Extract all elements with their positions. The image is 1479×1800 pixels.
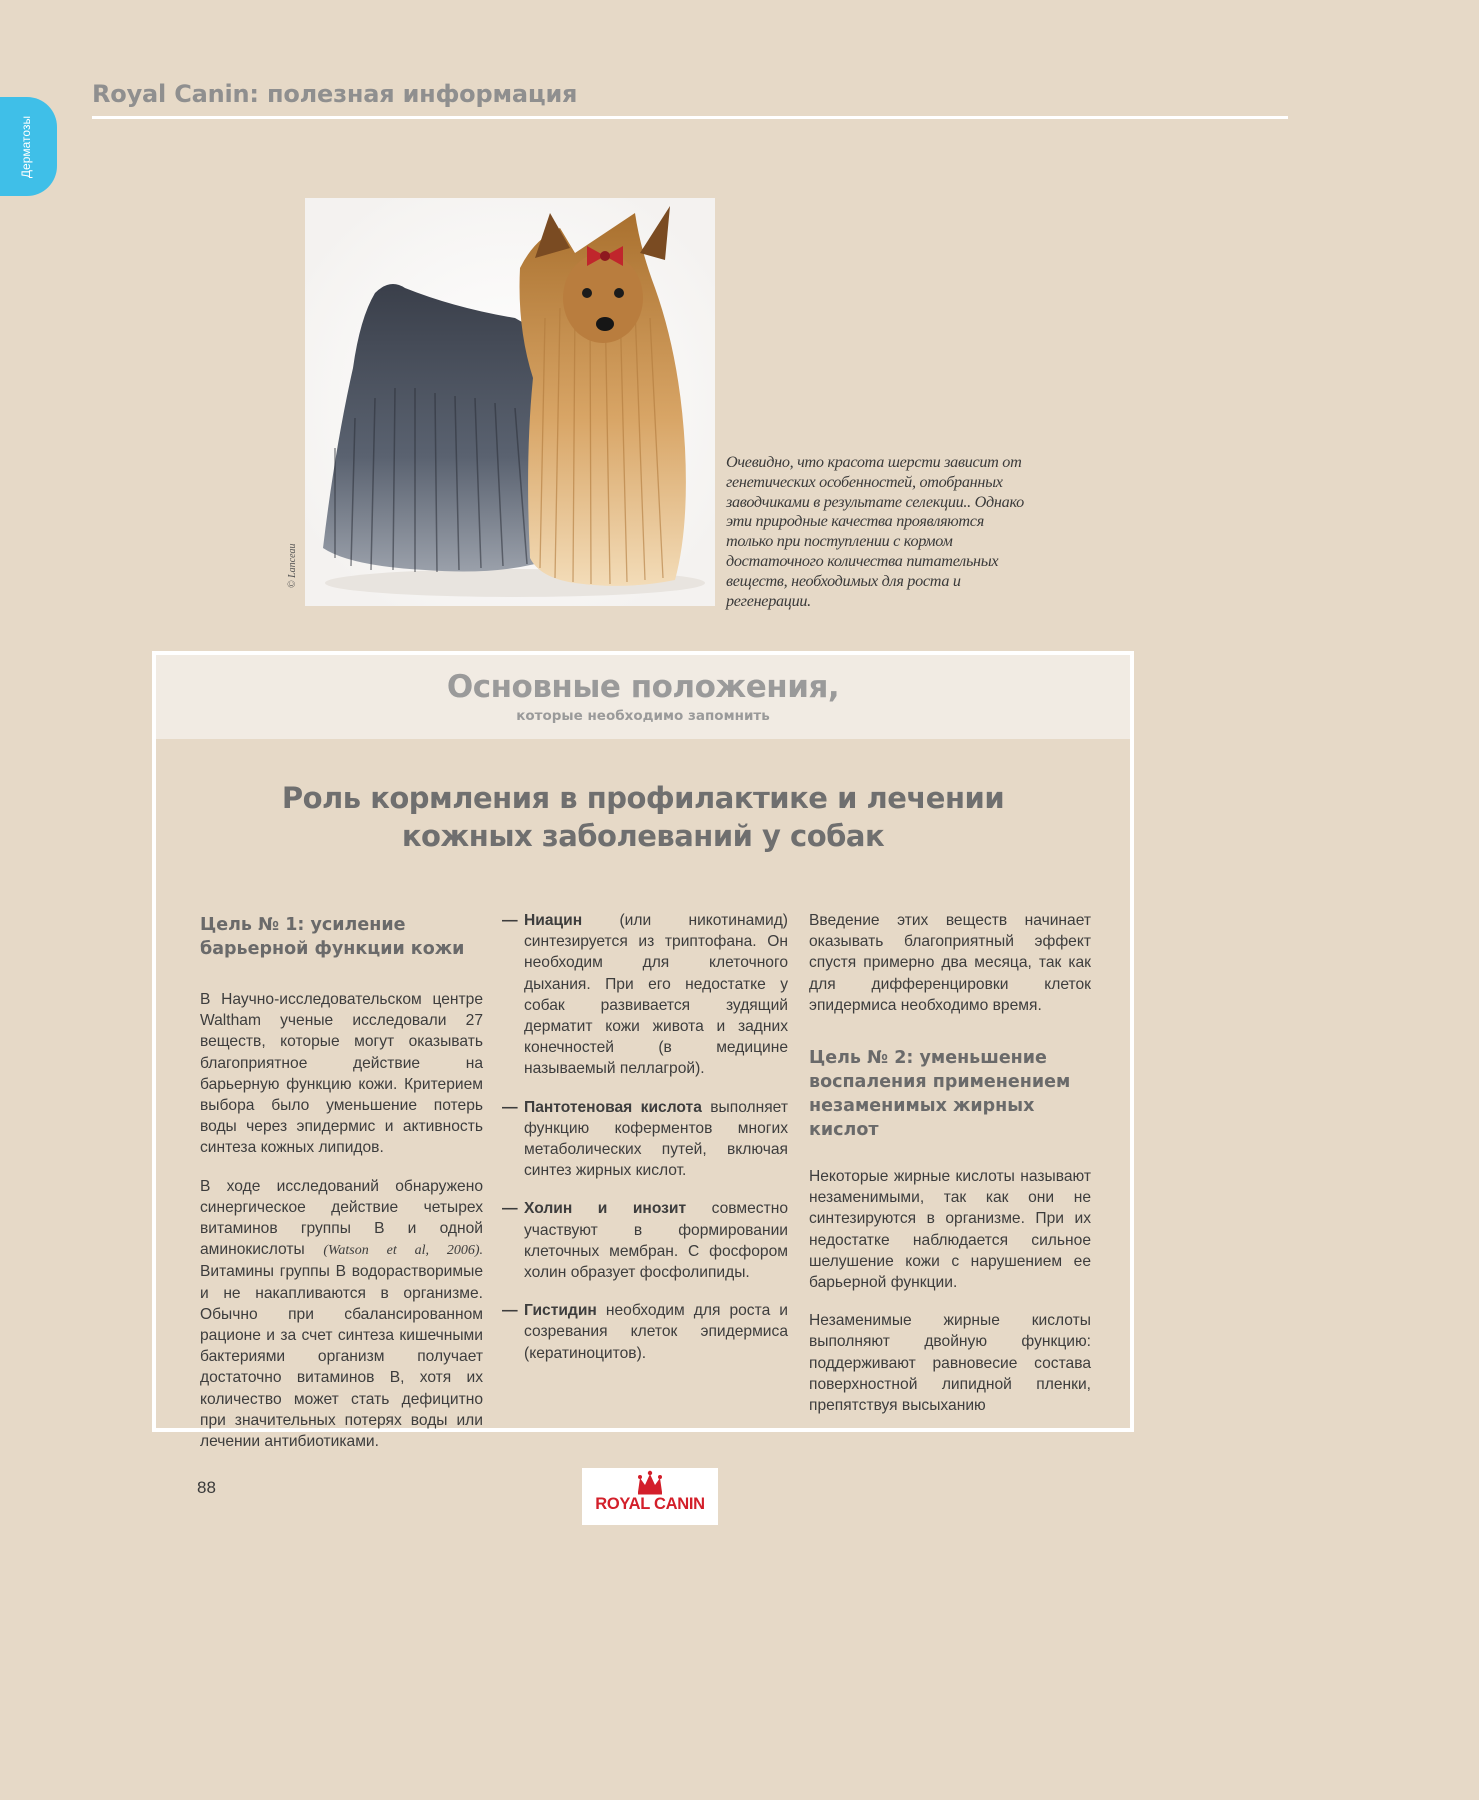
list-item-term: Гистидин <box>524 1302 597 1320</box>
list-item-text: необходим для роста и созревания клеток эпидермиса (кератиноцитов). <box>524 1302 788 1362</box>
crown-icon <box>582 1468 718 1498</box>
dash-marker: — <box>502 1098 518 1116</box>
list-item <box>502 1300 788 1364</box>
page-header-title: Royal Canin: полезная информация <box>92 80 578 108</box>
section-heading-line: кожных заболеваний у собак <box>401 819 885 853</box>
key-points-title: Основные положения, <box>446 669 840 705</box>
yorkshire-terrier-photo <box>305 198 715 606</box>
key-points-header <box>156 655 1130 739</box>
section-heading-line: Роль кормления в профилактике и лечении <box>281 781 1005 815</box>
dash-marker: — <box>502 912 518 929</box>
key-points-box <box>152 651 1134 1451</box>
list-item-text: выполняет функцию коферментов многих метаболических путей, включая синтез жирных кислот. <box>524 1098 788 1180</box>
dash-marker: — <box>502 1200 518 1218</box>
list-item <box>502 1198 788 1283</box>
paragraph: В Научно-исследовательском центре Waltham ученые исследовали 27 веществ, которые могут оказывать благоприятное действие на барьерную функцию кожи. Критерием выбора было уменьшение потерь воды через эпидермис и активность синтеза кожных липидов. <box>200 991 483 1157</box>
goal-heading-line: Цель № 1: усиление <box>200 915 406 935</box>
goal-heading-line: Цель № 2: уменьшение <box>809 1048 1047 1069</box>
paragraph-text: В ходе исследований обнаружено синергическое действие четырех витаминов группы В и одной аминокислоты <box>200 1177 483 1259</box>
section-tab[interactable] <box>0 97 57 196</box>
list-item-term: Ниацин <box>524 912 583 929</box>
dash-marker: — <box>502 1302 518 1320</box>
photo-caption: Очевидно, что красота шерсти зависит от генетических особенностей, отобранных заводчиками в результате селекции.. Однако эти природные качества проявляются только при поступлении с кормом достаточного количества питательных веществ, необходимых для роста и регенерации. <box>726 453 1024 610</box>
royal-canin-logo <box>582 1468 718 1525</box>
citation: (Watson et al, 2006). <box>323 1243 483 1259</box>
paragraph: Некоторые жирные кислоты называют незаменимыми, так как они не синтезируются в организме. При их недостатке наблюдается сильное шелушение кожи с нарушением ее барьерной функции. <box>809 1168 1091 1292</box>
logo-wordmark: ROYAL CANIN <box>595 1495 705 1513</box>
page-number: 88 <box>197 1478 216 1497</box>
list-item-term: Пантотеновая кислота <box>524 1098 702 1116</box>
list-item-text: совместно участвуют в формировании клеточных мембран. С фосфором холин образует фосфолипиды. <box>524 1200 789 1282</box>
key-points-subtitle: которые необходимо запомнить <box>516 708 770 724</box>
list-item <box>502 1097 788 1182</box>
list-item <box>502 910 788 1080</box>
column-2 <box>502 910 788 1381</box>
photo-credit: © Lanceau <box>287 543 298 588</box>
goal-heading-line: барьерной функции кожи <box>200 939 465 959</box>
goal-heading-line: воспаления применением <box>809 1072 1071 1093</box>
list-item-term: Холин и инозит <box>524 1200 687 1218</box>
goal-heading-line: незаменимых жирных <box>809 1096 1035 1117</box>
header-divider <box>92 116 1288 119</box>
paragraph <box>200 1176 483 1453</box>
column-1 <box>200 913 483 1469</box>
goal-2-heading <box>809 1046 1091 1142</box>
paragraph: Незаменимые жирные кислоты выполняют двойную функцию: поддерживают равновесие состава поверхностной липидной пленки, препятствуя высыханию <box>809 1312 1091 1415</box>
dog-illustration-icon <box>305 198 715 606</box>
paragraph-text: Витамины группы В водорастворимые и не накапливаются в организме. Обычно при сбалансированном рационе и за счет синтеза кишечными бактериями организм получает достаточно витаминов В, хотя их количество может стать дефицитно при значительных потерях воды или лечении антибиотиками. <box>200 1263 483 1451</box>
section-heading <box>156 779 1130 855</box>
goal-heading-line: кислот <box>809 1120 879 1141</box>
paragraph: Введение этих веществ начинает оказывать благоприятный эффект спустя примерно два месяца, так как для дифференцировки клеток эпидермиса необходимо время. <box>809 912 1091 1014</box>
goal-1-heading <box>200 913 483 961</box>
column-3 <box>809 910 1091 1433</box>
list-item-text: (или никотинамид) синтезируется из триптофана. Он необходим для клеточного дыхания. При его недостатке у собак развивается зудящий дерматит кожи живота и задних конечностей (в медицине называемый пеллагрой). <box>524 912 788 1078</box>
section-tab-label: Дерматозы <box>19 115 33 178</box>
